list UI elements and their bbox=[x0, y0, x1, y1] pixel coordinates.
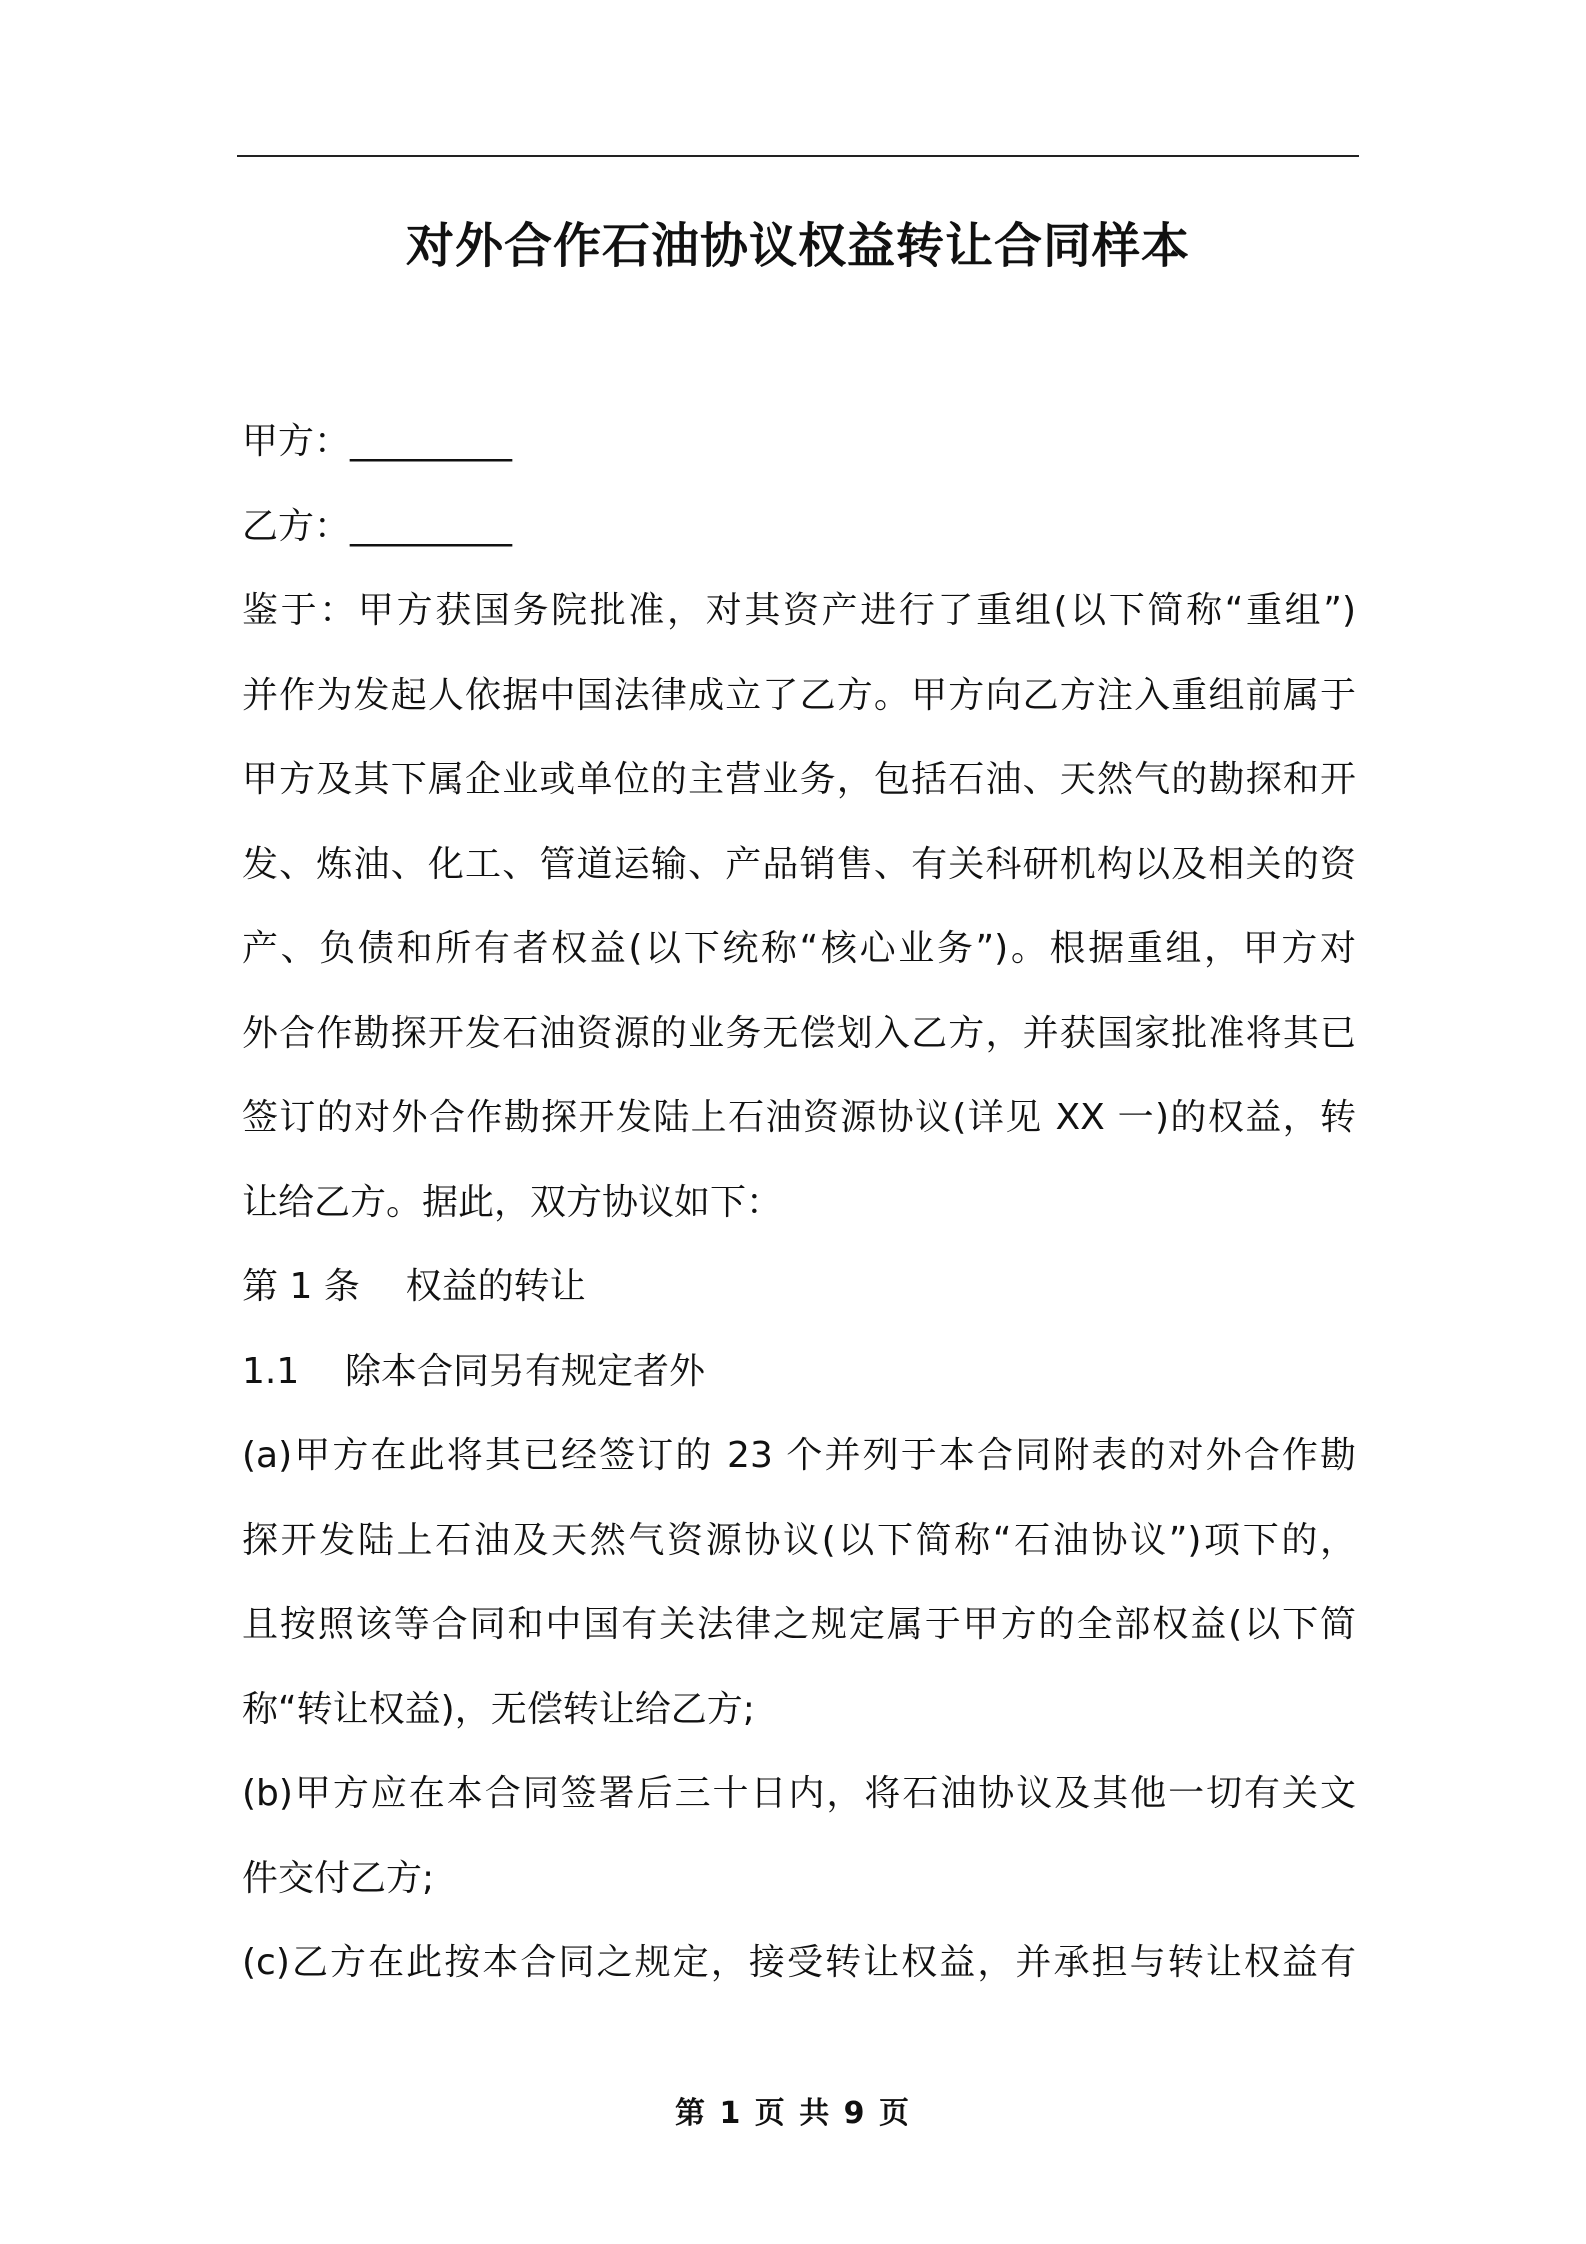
document-title: 对外合作石油协议权益转让合同样本 bbox=[405, 218, 1190, 274]
paragraph-line: 件交付乙方; bbox=[242, 1857, 435, 1899]
paragraph-line: 称“转让权益)，无偿转让给乙方; bbox=[242, 1688, 755, 1730]
article-heading: 第 1 条 权益的转让 bbox=[242, 1266, 586, 1307]
paragraph-line: 鉴于：甲方获国务院批准，对其资产进行了重组(以下简称“重组”) bbox=[242, 590, 1356, 631]
paragraph-line: 产、负债和所有者权益(以下统称“核心业务”)。根据重组，甲方对 bbox=[242, 928, 1356, 969]
paragraph-line: 发、炼油、化工、管道运输、产品销售、有关科研机构以及相关的资 bbox=[242, 843, 1356, 885]
header-rule bbox=[237, 155, 1359, 157]
paragraph-line: 签订的对外合作勘探开发陆上石油资源协议(详见 XX 一)的权益，转 bbox=[242, 1097, 1356, 1138]
paragraph-line: (a)甲方在此将其已经签订的 23 个并列于本合同附表的对外合作勘 bbox=[242, 1435, 1356, 1476]
clause-heading: 1.1 除本合同另有规定者外 bbox=[242, 1350, 706, 1392]
paragraph-line: (b)甲方应在本合同签署后三十日内，将石油协议及其他一切有关文 bbox=[242, 1773, 1356, 1814]
paragraph-line: 并作为发起人依据中国法律成立了乙方。甲方向乙方注入重组前属于 bbox=[242, 674, 1356, 716]
paragraph-line: 让给乙方。据此，双方协议如下： bbox=[242, 1181, 783, 1223]
document-body bbox=[242, 400, 1356, 2006]
party-b-line: 乙方：_________ bbox=[242, 505, 513, 547]
paragraph-line: 探开发陆上石油及天然气资源协议(以下简称“石油协议”)项下的， bbox=[242, 1519, 1356, 1561]
page-number: 第 1 页 共 9 页 bbox=[675, 2096, 911, 2131]
paragraph-line: (c)乙方在此按本合同之规定，接受转让权益，并承担与转让权益有 bbox=[242, 1942, 1356, 1983]
paragraph-line: 甲方及其下属企业或单位的主营业务，包括石油、天然气的勘探和开 bbox=[242, 759, 1356, 800]
paragraph-line: 且按照该等合同和中国有关法律之规定属于甲方的全部权益(以下简 bbox=[242, 1604, 1356, 1645]
paragraph-line: 外合作勘探开发石油资源的业务无偿划入乙方，并获国家批准将其已 bbox=[242, 1012, 1356, 1054]
party-a-line: 甲方：_________ bbox=[242, 421, 513, 462]
